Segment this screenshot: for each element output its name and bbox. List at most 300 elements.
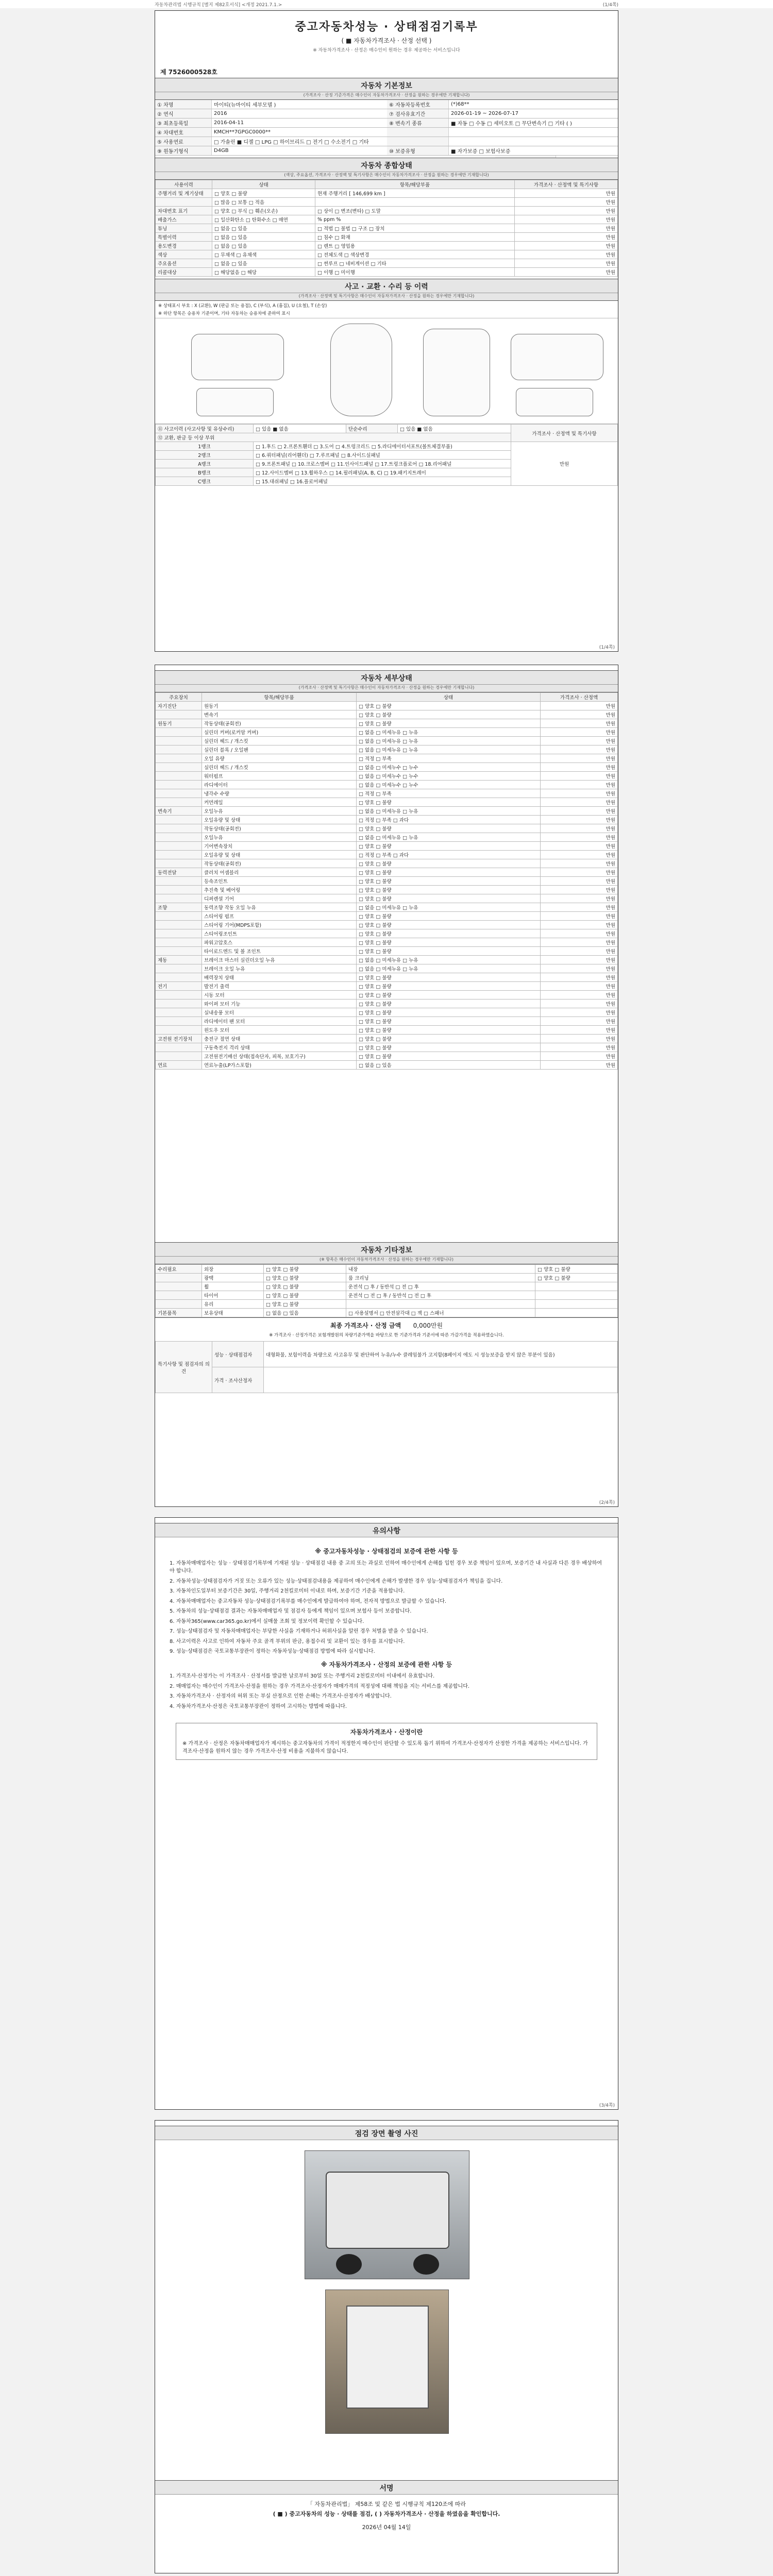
page-number: (2/4쪽) [599,1500,615,1505]
device-item: 작동상태(공회전) [202,859,357,868]
other-status-2 [535,1300,618,1309]
device-status: □ 적정 □ 부족 [357,789,541,798]
device-item: 파워고압호스 [202,938,357,947]
accident-history-label: ⑪ 사고이력 (사고사항 및 유상수리) [156,425,254,433]
page-number: (3/4쪽) [599,2103,615,2108]
device-status: □ 없음 □ 미세누유 □ 누유 [357,728,541,737]
device-group [156,938,202,947]
device-item: 클러치 어셈블리 [202,868,357,877]
simple-repair-label: 단순수리 [346,425,398,433]
detail-row [156,824,618,833]
item-status: □ 양호 □ 불량 [212,189,315,198]
device-price: 만원 [541,833,618,842]
device-status: □ 양호 □ 불량 [357,702,541,710]
section-note: (가격조사 · 산정액 및 특기사항은 매수인이 자동차가격조사 · 산정을 원하는 경우에만 기재합니다) [155,293,618,301]
device-status: □ 양호 □ 불량 [357,824,541,833]
item-detail: □ 적법 □ 불법 □ 구조 □ 장치 [315,224,515,233]
device-item: 시동 모터 [202,991,357,999]
device-group [156,999,202,1008]
header-cell: 항목/해당부품 [202,693,357,702]
signature-line-1: 「 자동차관리법」 제58조 및 같은 법 시행규칙 제120조에 따라 [307,2501,466,2507]
device-group: 변속기 [156,807,202,816]
rank-items: □ 9.프론트패널 □ 10.크로스멤버 □ 11.인사이드패널 □ 17.트렁크플로어 □ 18.리어패널 [254,460,511,468]
device-status: □ 양호 □ 불량 [357,947,541,956]
item-label: 튜닝 [156,224,212,233]
note-item: 2. 매매업자는 매수인이 가격조사·산정을 원하는 경우 가격조사·산정자가 매매가격의 적정성에 대해 책임을 지는 서비스를 제공합니다. [170,1683,470,1689]
device-group: 제동 [156,956,202,964]
header-cell: 사용이력 [156,180,212,189]
other-row [156,1274,618,1282]
detail-row [156,1026,618,1035]
detail-row [156,842,618,851]
other-item-2: 운전석 □ 후 / 동반석 □ 전 □ 후 [346,1282,535,1291]
device-price: 만원 [541,964,618,973]
device-item: 스티어링 기어(MDPS포함) [202,921,357,929]
detail-row [156,719,618,728]
item-price: 만원 [515,250,618,259]
other-info-section [155,1242,618,1393]
summary-row [156,259,618,268]
device-status: □ 양호 □ 불량 [357,938,541,947]
device-status: □ 없음 □ 미세누유 □ 누유 [357,833,541,842]
accident-price: 만원 [511,442,618,486]
device-group: 조향 [156,903,202,912]
section-note: (가격조사 · 산정 기준가격은 매수인이 자동차가격조사 · 산정을 원하는 경우에만 기재합니다) [155,92,618,100]
header-cell: 상태 [212,180,315,189]
field-value: ■ 자가보증 □ 보험사보증 [451,149,511,155]
item-status: □ 없음 □ 있음 [212,224,315,233]
item-label: 배출가스 [156,215,212,224]
field-label [387,128,449,137]
other-status: □ 양호 □ 불량 [264,1265,346,1274]
device-status: □ 양호 □ 불량 [357,859,541,868]
device-status: □ 없음 □ 미세누유 □ 누유 [357,956,541,964]
device-group [156,851,202,859]
device-item: 발전기 출력 [202,982,357,991]
detail-row [156,859,618,868]
device-status: □ 없음 □ 미세누유 □ 누유 [357,903,541,912]
other-group: 기본품목 [156,1309,202,1317]
item-status: □ 양호 □ 부식 □ 훼손(오손) [212,207,315,215]
photos-title: 점검 장면 촬영 사진 [155,2126,618,2140]
signature-title: 서명 [155,2480,618,2495]
summary-row [156,250,618,259]
device-price: 만원 [541,1052,618,1061]
other-item-2: 룸 크리닝 [346,1274,535,1282]
other-row [156,1300,618,1309]
remark-inspector-text: 대형화물, 보험이력을 차량으로 사고유무 및 판단하여 누유/누수 클레임불가 고지함(8페이지 에도 시 성능보증을 받지 않은 부분이 있음) [264,1342,618,1367]
item-detail: □ 이행 □ 미이행 [315,268,515,277]
field-value: 마이티(뉴마이티 세부모델 ) [214,103,276,108]
device-group [156,737,202,745]
rank-label: 2랭크 [156,451,254,460]
field-label: ② 연식 [155,109,212,118]
item-price: 만원 [515,189,618,198]
item-status: □ 없음 □ 있음 [212,259,315,268]
rank-label: A랭크 [156,460,254,468]
device-item: 동력조향 작동 오일 누유 [202,903,357,912]
document-note: ※ 자동차가격조사 · 산정은 매수인이 원하는 경우 제공하는 서비스입니다 [313,48,460,53]
note-item: 3. 자동차인도일부터 보증기간은 30일, 주행거리 2천킬로미터 이내로 하며, 보증기간 기준을 적용합니다. [170,1588,405,1595]
device-item: 기어변속장치 [202,842,357,851]
car-side-view-left [191,334,284,380]
device-price: 만원 [541,824,618,833]
field-label: ⑤ 사용연료 [155,137,212,146]
detail-row [156,1008,618,1017]
inspection-photo-front [305,2150,469,2279]
device-group: 동력전달 [156,868,202,877]
summary-section [155,158,618,277]
remark-appraiser-label: 가격 · 조사산정자 [212,1367,264,1393]
final-price-title: 최종 가격조사 · 산정 금액 [330,1322,401,1329]
field-value: □ 가솔린 ■ 디젤 □ LPG □ 하이브리드 □ 전기 □ 수소전기 □ 기타 [214,140,369,145]
simple-repair-value: □ 있음 ■ 없음 [398,425,511,433]
inspection-photo-rear [325,2290,449,2434]
other-item: 광택 [202,1274,264,1282]
page-4 [155,2120,618,2573]
device-group [156,991,202,999]
device-price: 만원 [541,710,618,719]
device-price: 만원 [541,868,618,877]
detail-row [156,938,618,947]
other-status-2: □ 양호 □ 불량 [535,1274,618,1282]
device-item: 실린더 헤드 / 개스킷 [202,737,357,745]
device-item: 충전구 절연 상태 [202,1035,357,1043]
appraisal-info-box [176,1723,597,1760]
device-price: 만원 [541,921,618,929]
accident-price-title: 가격조사 · 산정액 및 특기사항 [511,425,618,442]
device-status: □ 양호 □ 불량 [357,710,541,719]
car-top-view [330,324,392,416]
device-group [156,877,202,886]
field-value: KMCH**7GPGC0000** [214,129,271,135]
summary-row [156,198,618,207]
device-item: 스티어링 펌프 [202,912,357,921]
note-item: 4. 자동차매매업자는 중고자동차 성능·상태점검기록부를 매수인에게 발급하여야 하며, 전자적 방법으로 발급할 수 있습니다. [170,1598,447,1604]
other-status: □ 양호 □ 불량 [264,1274,346,1282]
section-title: 자동차 종합상태 [155,158,618,172]
device-status: □ 양호 □ 불량 [357,886,541,894]
device-price: 만원 [541,877,618,886]
legend: ※ 상태표시 부호 : X (교환), W (판금 또는 용접), C (부식), A (흠집), U (요철), T (손상) [158,303,327,309]
device-group [156,859,202,868]
detail-row [156,807,618,816]
device-item: 오일누유 [202,807,357,816]
detail-row [156,912,618,921]
damaged-parts-label: ⑫ 교환, 판금 등 이상 부위 [156,433,511,442]
device-group [156,1052,202,1061]
item-status: □ 없음 □ 있음 [212,242,315,250]
device-group [156,1026,202,1035]
device-price: 만원 [541,886,618,894]
device-status: □ 없음 □ 미세누수 □ 누수 [357,772,541,781]
other-item-2: □ 사용설명서 □ 안전삼각대 □ 잭 □ 스패너 [346,1309,535,1317]
device-item: 브레이크 오일 누유 [202,964,357,973]
other-status-2 [535,1282,618,1291]
detail-row [156,929,618,938]
form-header [0,0,773,8]
item-price: 만원 [515,268,618,277]
device-price: 만원 [541,1035,618,1043]
device-group: 전기 [156,982,202,991]
device-group: 자기진단 [156,702,202,710]
device-status: □ 적정 □ 부족 [357,754,541,763]
device-item: 윈도우 모터 [202,1026,357,1035]
device-price: 만원 [541,929,618,938]
device-group [156,886,202,894]
device-status: □ 적정 □ 부족 □ 과다 [357,816,541,824]
field-value: 2016 [214,111,227,116]
device-item: 구동축전지 격리 상태 [202,1043,357,1052]
item-price: 만원 [515,224,618,233]
item-label: 색상 [156,250,212,259]
final-price-note: ※ 가격조사 · 산정가격은 보험개발원의 차량기준가액을 바탕으로 한 기준가격과 기준서에 따른 가감가격을 적용하였습니다. [269,1333,504,1338]
section-title: 사고 · 교환 · 수리 등 이력 [155,279,618,293]
detail-row [156,1061,618,1070]
section-title: 자동차 기타정보 [155,1242,618,1257]
detail-row [156,956,618,964]
section-note: (색상, 주요옵션, 가격조사 · 산정액 및 특기사항은 매수인이 자동차가격조사 · 산정을 원하는 경우에만 기재합니다) [155,172,618,180]
item-status: □ 해당없음 □ 해당 [212,268,315,277]
signature-date: 2026년 04월 14일 [362,2524,411,2531]
device-item: 라디에이터 [202,781,357,789]
summary-row [156,233,618,242]
device-price: 만원 [541,912,618,921]
other-group [156,1282,202,1291]
field-label: ⑩ 보증유형 [387,146,449,155]
device-group [156,1008,202,1017]
remark-table [155,1341,618,1393]
device-status: □ 양호 □ 불량 [357,921,541,929]
item-detail: 현재 주행거리 [ 146,699 km ] [315,189,515,198]
other-status: □ 양호 □ 불량 [264,1300,346,1309]
device-item: 냉각수 수량 [202,789,357,798]
wheel-icon [336,2254,362,2275]
device-price: 만원 [541,728,618,737]
device-item: 배력장치 상태 [202,973,357,982]
final-price-block [155,1317,618,1341]
basic-info-row [155,118,618,128]
page-2 [155,665,618,1507]
device-price: 만원 [541,1043,618,1052]
device-price: 만원 [541,851,618,859]
notes-heading-1: ※ 중고자동차성능 · 상태점검의 보증에 관한 사항 등 [315,1548,458,1555]
other-item: 타이어 [202,1291,264,1300]
item-price: 만원 [515,242,618,250]
detail-row [156,851,618,859]
item-label: 특별이력 [156,233,212,242]
detail-row [156,1043,618,1052]
device-status: □ 양호 □ 불량 [357,894,541,903]
device-price: 만원 [541,903,618,912]
detail-table [155,692,618,1070]
field-label: ⑦ 검사유효기간 [387,109,449,118]
device-item: 실린더 커버(로커암 커버) [202,728,357,737]
field-value: 2026-01-19 ~ 2026-07-17 [451,111,518,116]
item-detail: □ 썬루프 □ 네비게이션 □ 기타 [315,259,515,268]
item-detail: □ 전체도색 □ 색상변경 [315,250,515,259]
device-price: 만원 [541,702,618,710]
device-status: □ 양호 □ 불량 [357,973,541,982]
note-item: 2. 자동차성능·상태점검자가 거짓 또는 오류가 있는 성능·상태점검내용을 제공하여 매수인에게 손해가 발생한 경우 성능·상태점검자가 책임을 집니다. [170,1578,503,1584]
notes-heading-2: ※ 자동차가격조사 · 산정의 보증에 관한 사항 등 [321,1660,452,1668]
other-item: 휠 [202,1282,264,1291]
detail-row [156,702,618,710]
detail-row [156,947,618,956]
device-status: □ 양호 □ 불량 [357,1008,541,1017]
device-group [156,833,202,842]
device-price: 만원 [541,991,618,999]
device-status: □ 양호 □ 불량 [357,1035,541,1043]
basic-info-row [155,100,618,109]
detail-row [156,754,618,763]
device-status: □ 없음 □ 미세누유 □ 누유 [357,807,541,816]
device-group [156,710,202,719]
rank-items: □ 6.쿼터패널(리어휀더) □ 7.루프패널 □ 8.사이드실패널 [254,451,511,460]
device-status: □ 없음 □ 미세누수 □ 누수 [357,781,541,789]
device-status: □ 없음 □ 미세누유 □ 누유 [357,737,541,745]
other-item-2: 운전석 □ 전 □ 후 / 동반석 □ 전 □ 후 [346,1291,535,1300]
rank-label: B랭크 [156,468,254,477]
truck-box-icon [346,2306,429,2409]
signature-line-2: ( ■ ) 중고자동차의 성능 · 상태를 점검, ( ) 자동차가격조사 · 산정을 하였음을 확인합니다. [273,2510,500,2517]
car-side-view-right [511,334,603,380]
device-status: □ 없음 □ 미세누유 □ 누유 [357,964,541,973]
damage-rank-row [156,442,618,451]
device-group [156,789,202,798]
device-price: 만원 [541,956,618,964]
device-group [156,947,202,956]
certificate-number: 제 7526000528호 [160,69,217,76]
item-label: 차대번호 표기 [156,207,212,215]
device-item: 브레이크 마스터 실린더오일 누유 [202,956,357,964]
other-item: 유리 [202,1300,264,1309]
device-price: 만원 [541,798,618,807]
device-price: 만원 [541,938,618,947]
notes-body [155,1537,618,1718]
device-status: □ 양호 □ 불량 [357,719,541,728]
device-group [156,929,202,938]
other-item: 외장 [202,1265,264,1274]
device-price: 만원 [541,894,618,903]
item-detail [315,198,515,207]
detail-row [156,1052,618,1061]
detail-row [156,728,618,737]
device-price: 만원 [541,982,618,991]
detail-row [156,772,618,781]
device-item: 오일유량 및 상태 [202,851,357,859]
device-group [156,728,202,737]
device-price: 만원 [541,807,618,816]
other-item-2: 내장 [346,1265,535,1274]
summary-row [156,215,618,224]
other-group [156,1291,202,1300]
device-group: 연료 [156,1061,202,1070]
item-status: □ 많음 □ 보통 □ 적음 [212,198,315,207]
note-item: 3. 자동차가격조사 · 산정자의 허위 또는 부실 산정으로 인한 손해는 가격조사·산정자가 배상합니다. [170,1693,392,1700]
device-status: □ 양호 □ 불량 [357,982,541,991]
field-label: ⑧ 변속기 종류 [387,118,449,127]
detail-row [156,964,618,973]
field-label: ⑥ 자동차등록번호 [387,100,449,109]
item-label: 주요옵션 [156,259,212,268]
header-cell: 가격조사 · 산정액 [541,693,618,702]
summary-table [155,180,618,277]
other-status-2 [535,1309,618,1317]
item-price: 만원 [515,215,618,224]
device-price: 만원 [541,842,618,851]
field-label [387,137,449,146]
device-price: 만원 [541,789,618,798]
rank-items: □ 1.후드 □ 2.프론트휀더 □ 3.도어 □ 4.트렁크리드 □ 5.라디에이터서포트(볼트체결부품) [254,442,511,451]
detail-row [156,798,618,807]
device-group [156,816,202,824]
box-text: ※ 가격조사 · 산정은 자동차매매업자가 제시하는 중고자동차의 가격이 적정한지 매수인이 판단할 수 있도록 돕기 위하여 가격조사·산정자가 산정한 가격을 제공하는 서비스입니다. 가격조사·산정을 원하지 않는 경우 가격조사·산정 비용을 지불하지 않습니다. [182,1741,588,1755]
accident-table [155,424,618,486]
item-label: 리콜대상 [156,268,212,277]
section-title: 자동차 기본정보 [155,78,618,92]
field-label: ① 차명 [155,100,212,109]
field-label: ③ 최초등록일 [155,118,212,127]
other-row [156,1282,618,1291]
device-group: 고전원 전기장치 [156,1035,202,1043]
remark-appraiser-text [264,1367,618,1393]
detail-row [156,737,618,745]
item-price: 만원 [515,198,618,207]
other-status: □ 양호 □ 불량 [264,1282,346,1291]
basic-info-row [155,146,618,156]
device-status: □ 양호 □ 불량 [357,798,541,807]
field-value: D4GB [214,148,229,154]
basic-info-row [155,109,618,118]
device-group [156,1017,202,1026]
page-3 [155,1517,618,2110]
device-status: □ 없음 □ 미세누수 □ 누수 [357,763,541,772]
rank-label: 1랭크 [156,442,254,451]
detail-row [156,999,618,1008]
field-label: ⑨ 원동기형식 [155,146,212,155]
field-value: ■ 자동 □ 수동 □ 세미오토 □ 무단변속기 □ 기타 ( ) [451,121,572,127]
other-row [156,1291,618,1300]
section-title: 자동차 세부상태 [155,670,618,685]
note-item: 6. 자동차365(www.car365.go.kr)에서 실매물 조회 및 정보이력 확인할 수 있습니다. [170,1618,364,1624]
section-note: (※ 항목은 매수인이 자동차가격조사 · 산정을 원하는 경우에만 기재합니다) [155,1257,618,1264]
device-group [156,745,202,754]
rank-items: □ 12.사이드멤버 □ 13.휠하우스 □ 14.필러패널(A, B, C) □ 19.패키지트레이 [254,468,511,477]
remark-inspector-label: 성능 · 상태점검자 [212,1342,264,1367]
item-status: □ 없음 □ 있음 [212,233,315,242]
device-item: 연료누출(LP가스포함) [202,1061,357,1070]
summary-row [156,268,618,277]
header-cell: 주요장치 [156,693,202,702]
device-price: 만원 [541,737,618,745]
device-item: 오일유량 및 상태 [202,816,357,824]
device-item: 타이로드엔드 및 볼 조인트 [202,947,357,956]
item-price: 만원 [515,207,618,215]
page-1 [155,10,618,652]
vehicle-diagram [155,318,618,424]
item-label: 용도변경 [156,242,212,250]
item-detail: □ 렌트 □ 영업용 [315,242,515,250]
device-item: 고전원전기배선 상태(접속단자, 피복, 보호기구) [202,1052,357,1061]
device-group [156,772,202,781]
device-item: 원동기 [202,702,357,710]
note-item: 1. 자동차매매업자는 성능 · 상태점검기록부에 기재된 성능 · 상태점검 내용 중 고의 또는 과실로 인하여 매수인에게 손해를 입힌 경우 보증 책임이 있으며, 보증기간 내 사실과 다른 경우 배상하여야 합니다. [170,1560,602,1574]
device-group [156,798,202,807]
device-group [156,824,202,833]
device-item: 추진축 및 베어링 [202,886,357,894]
signature-body [155,2495,618,2538]
